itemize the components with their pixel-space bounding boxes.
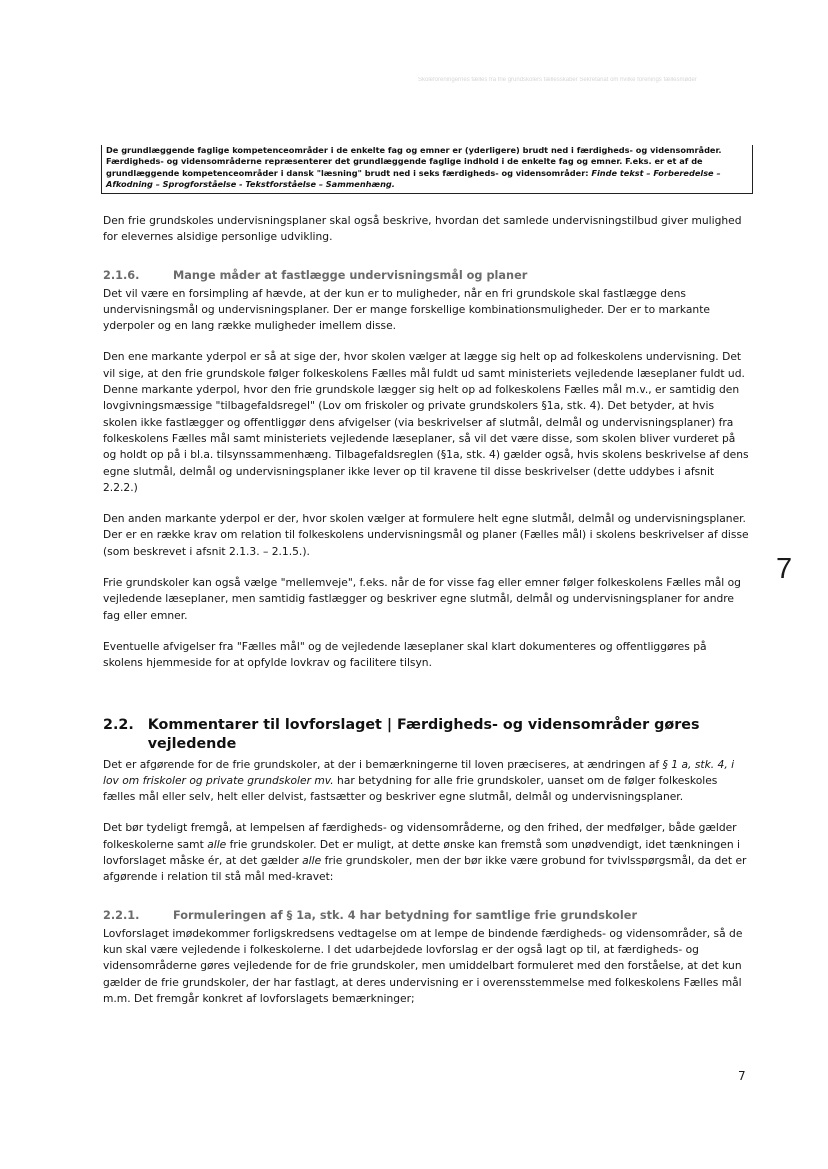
section-221-title: Formuleringen af § 1a, stk. 4 har betydning for samtlige frie grundskoler [173, 908, 638, 922]
main-content [103, 213, 749, 1022]
section-221-heading [103, 908, 749, 924]
section-216-number: 2.1.6. [103, 268, 140, 282]
section-221-paragraph-1: Lovforslaget imødekommer forligskredsens vedtagelse om at lempe de bindende færdigheds- og vidensområder, så de kun skal være vejledende i folkeskolerne. I det udarbejdede lovforslag er der også lagt op til, at færdigheds- og vidensområderne gøres vejledende for de frie grundskoler, men umiddelbart formuleret med den forståelse, at det kun gælder de frie grundskoler, der har fastlagt, at deres undervisning er i overensstemmelse med folkeskolens Fælles mål m.m. Det fremgår konkret af lovforslagets bemærkninger; [103, 926, 743, 1005]
section-216-paragraph-2: Den ene markante yderpol er så at sige der, hvor skolen vælger at lægge sig helt op ad folkeskolens undervisning. Det vil sige, at den frie grundskole følger folkeskolens Fælles mål fuldt ud samt ministeriets vejledende læseplaner fuldt ud. Denne markante yderpol, hvor den frie grundskole lægger sig helt op ad folkeskolens Fælles mål m.v., er samtidig den lovgivningsmæssige "tilbagefaldsregel" (Lov om friskoler og private grundskolers §1a, stk. 4). Det betyder, at hvis skolen ikke fastlægger og offentliggør dens afvigelser (via beskrivelser af slutmål, delmål og undervisningsplaner) fra folkeskolens Fælles mål samt ministeriets vejledende læseplaner, så vil det være disse, som skolen bliver vurderet på og holdt op på i bl.a. tilsynssammenhæng. Tilbagefaldsreglen (§1a, stk. 4) gælder også, hvis skolens beskrivelse af dens egne slutmål, delmål og undervisningsplaner ikke lever op til kravene til disse beskrivelser (dette uddybes i afsnit 2.2.2.) [103, 350, 749, 494]
section-22-heading [103, 716, 749, 754]
section-22-number: 2.2. [103, 716, 134, 733]
section-22-paragraph-1: Det er afgørende for de frie grundskoler, at der i bemærkningerne til loven præciseres, at ændringen af § 1 a, stk. 4, i lov om friskoler og private grundskoler mv. har betydning for alle frie grundskoler, uanset om de følger folkeskoles fælles mål eller selv, helt eller delvist, fastsætter og beskriver egne slutmål, delmål og undervisningsplaner. [103, 757, 735, 804]
section-221-number: 2.2.1. [103, 908, 140, 922]
page-number: 7 [738, 1069, 746, 1083]
section-22-paragraph-2: Det bør tydeligt fremgå, at lempelsen af færdigheds- og vidensområderne, og den frihed, der medfølger, både gælder folkeskolerne samt alle frie grundskoler. Det er muligt, at dette ønske kan fremstå som unødvendigt, idet tænkningen i lovforslaget måske ér, at det gælder alle frie grundskoler, men der bør ikke være grobund for tvivlsspørgsmål, da det er afgørende i relation til stå mål med-kravet: [103, 821, 747, 884]
section-216-paragraph-1: Det vil være en forsimpling af hævde, at der kun er to muligheder, når en fri grundskole skal fastlægge dens undervisningsmål og undervisningsplaner. Der er mange forskellige kombinationsmuligheder. Der er to markante yderpoler og en lang række muligheder imellem disse. [103, 286, 710, 333]
section-216-heading [103, 268, 749, 284]
section-22-title: Kommentarer til lovforslaget | Færdigheds- og vidensområder gøres vejledende [147, 716, 700, 752]
section-216-paragraph-3: Den anden markante yderpol er der, hvor skolen vælger at formulere helt egne slutmål, delmål og undervisningsplaner. Der er en række krav om relation til folkeskolens undervisningsmål og planer (Fælles mål) i skolens beskrivelser af disse (som beskrevet i afsnit 2.1.3. – 2.1.5.). [103, 512, 749, 558]
section-216-paragraph-4: Frie grundskoler kan også vælge "mellemveje", f.eks. når de for visse fag eller emner følger folkeskolens Fælles mål og vejledende læseplaner, men samtidig fastlægger og beskriver egne slutmål, delmål og undervisningsplaner for andre fag eller emner. [103, 576, 741, 622]
intro-paragraph: Den frie grundskoles undervisningsplaner skal også beskrive, hvordan det samlede undervisningstilbud giver mulighed for elevernes alsidige personlige udvikling. [103, 214, 742, 244]
section-216-paragraph-5: Eventuelle afvigelser fra "Fælles mål" og de vejledende læseplaner skal klart dokumenteres og offentliggøres på skolens hjemmeside for at opfylde lovkrav og facilitere tilsyn. [103, 639, 707, 670]
note-box-text: De grundlæggende faglige kompetenceområder i de enkelte fag og emner er (yderligere) brudt ned i færdigheds- og vidensområder. Færdigheds- og vidensområderne repræsenterer det grundlæggende faglige indhold i de enkelte fag og emner. F.eks. er et af de grundlæggende kompetenceområder i dansk "læsning" brudt ned i seks færdigheds- og vidensområder: [106, 145, 722, 178]
law-reference: § 1 a, stk. 4, i lov om friskoler og private grundskoler mv. [103, 757, 735, 787]
faint-running-header: Skoleforeningernes fælles fra frie grundskolers fællesskaber Sekretariat om hvilke forenings fællesmøder [418, 77, 697, 83]
section-216-title: Mange måder at fastlægge undervisningsmål og planer [173, 268, 528, 282]
margin-page-marker: 7 [776, 553, 793, 585]
note-box [101, 145, 753, 194]
note-box-italic: Finde tekst – Forberedelse – Afkodning – Sprogforståelse - Tekstforståelse – Sammenhæng. [106, 167, 721, 189]
